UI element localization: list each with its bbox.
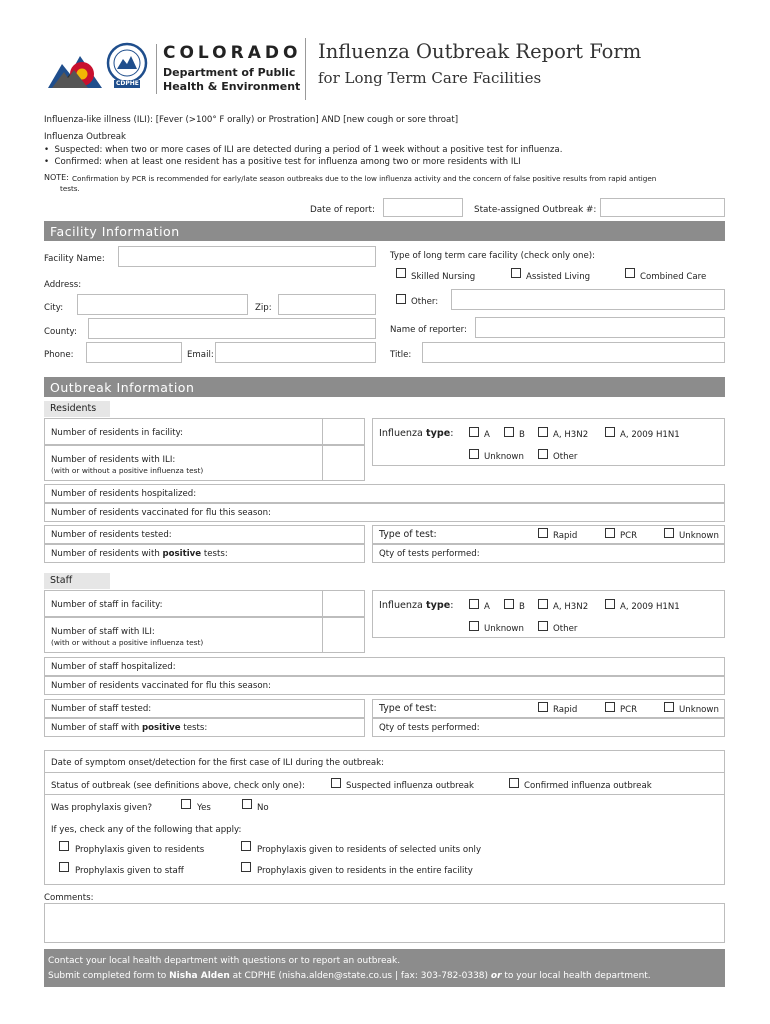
title-label: Title:: [390, 350, 412, 360]
residents-flu-type-box: [372, 418, 725, 466]
residents-positive-label: Number of residents with positive tests:: [51, 549, 228, 559]
staff-ili-field[interactable]: [323, 618, 365, 652]
residents-hospitalized-label: Number of residents hospitalized:: [51, 489, 197, 499]
city-label: City:: [44, 303, 64, 313]
staff-checkbox-a[interactable]: [469, 599, 479, 609]
prophylaxis-yes-label: Yes: [197, 803, 211, 813]
residents-checkbox-h1n1[interactable]: [605, 427, 615, 437]
residents-checkbox-pcr[interactable]: [605, 528, 615, 538]
residents-test-unknown: Unknown: [679, 531, 719, 541]
zip-field[interactable]: [278, 294, 376, 315]
residents-positive-row: [44, 544, 365, 563]
residents-checkbox-h3n2[interactable]: [538, 427, 548, 437]
staff-ili-row: [44, 617, 365, 653]
residents-qty-tests-label: Qty of tests performed:: [379, 549, 480, 559]
residents-in-facility-row: [44, 418, 365, 445]
staff-opt-b: B: [519, 602, 525, 612]
title-divider: [305, 38, 306, 100]
phone-field[interactable]: [86, 342, 182, 363]
outbreak-section-header: Outbreak Information: [44, 377, 725, 397]
skilled-nursing-label: Skilled Nursing: [411, 272, 476, 282]
prophylaxis-no-label: No: [257, 803, 269, 813]
staff-checkbox-h3n2[interactable]: [538, 599, 548, 609]
footer-line1: Contact your local health department with questions or to report an outbreak.: [48, 956, 401, 966]
staff-checkbox-test-unknown[interactable]: [664, 702, 674, 712]
suspected-outbreak-label: Suspected influenza outbreak: [346, 781, 475, 791]
staff-test-pcr: PCR: [620, 705, 638, 715]
facility-section-header: Facility Information: [44, 221, 725, 241]
residents-test-rapid: Rapid: [553, 531, 578, 541]
residents-in-facility-label: Number of residents in facility:: [51, 428, 184, 438]
staff-vaccinated-row: [44, 676, 725, 695]
staff-flu-type-box: [372, 590, 725, 638]
staff-ili-label: Number of staff with ILI:: [51, 627, 155, 637]
residents-tab: Residents: [44, 401, 110, 417]
staff-checkbox-pcr[interactable]: [605, 702, 615, 712]
email-label: Email:: [187, 350, 214, 360]
checkbox-suspected-outbreak[interactable]: [331, 778, 341, 788]
checkbox-assisted-living[interactable]: [511, 268, 521, 278]
residents-checkbox-other[interactable]: [538, 449, 548, 459]
checkbox-prophylaxis-units[interactable]: [241, 841, 251, 851]
staff-hospitalized-label: Number of staff hospitalized:: [51, 662, 176, 672]
staff-opt-h1n1: A, 2009 H1N1: [620, 602, 680, 612]
checkbox-skilled-nursing[interactable]: [396, 268, 406, 278]
residents-checkbox-b[interactable]: [504, 427, 514, 437]
ili-definition: Influenza-like illness (ILI): [Fever (>100° F orally) or Prostration] AND [new cough or sore throat]: [44, 115, 459, 125]
facility-name-label: Facility Name:: [44, 254, 105, 264]
staff-checkbox-h1n1[interactable]: [605, 599, 615, 609]
staff-qty-tests-label: Qty of tests performed:: [379, 723, 480, 733]
phone-label: Phone:: [44, 350, 74, 360]
outbreak-status-block: [44, 750, 725, 885]
checkbox-prophylaxis-no[interactable]: [242, 799, 252, 809]
residents-ili-label: Number of residents with ILI:: [51, 455, 176, 465]
checkbox-prophylaxis-staff[interactable]: [59, 862, 69, 872]
dept-line1: Department of Public: [163, 66, 296, 79]
note-text-2: tests.: [60, 184, 80, 193]
staff-test-rapid: Rapid: [553, 705, 578, 715]
residents-flu-type-label: Influenza type:: [379, 428, 454, 439]
staff-test-type-row: [372, 699, 725, 718]
combined-care-label: Combined Care: [640, 272, 707, 282]
residents-checkbox-unknown[interactable]: [469, 449, 479, 459]
outbreak-heading: Influenza Outbreak: [44, 132, 126, 142]
staff-in-facility-row: [44, 590, 365, 617]
note-label: NOTE:: [44, 173, 69, 182]
staff-checkbox-rapid[interactable]: [538, 702, 548, 712]
dept-line2: Health & Environment: [163, 80, 301, 93]
residents-opt-unknown: Unknown: [484, 452, 524, 462]
staff-checkbox-unknown[interactable]: [469, 621, 479, 631]
staff-tab: Staff: [44, 573, 110, 589]
page-title: Influenza Outbreak Report Form: [318, 40, 642, 63]
staff-opt-unknown: Unknown: [484, 624, 524, 634]
residents-checkbox-a[interactable]: [469, 427, 479, 437]
date-report-field[interactable]: [383, 198, 463, 217]
staff-opt-h3n2: A, H3N2: [553, 602, 589, 612]
staff-test-unknown: Unknown: [679, 705, 719, 715]
reporter-label: Name of reporter:: [390, 325, 467, 335]
city-field[interactable]: [77, 294, 248, 315]
checkbox-prophylaxis-entire[interactable]: [241, 862, 251, 872]
checkbox-confirmed-outbreak[interactable]: [509, 778, 519, 788]
staff-test-type-label: Type of test:: [379, 703, 437, 714]
checkbox-prophylaxis-yes[interactable]: [181, 799, 191, 809]
staff-checkbox-b[interactable]: [504, 599, 514, 609]
prophylaxis-units-label: Prophylaxis given to residents of selected units only: [257, 845, 482, 855]
staff-opt-other: Other: [553, 624, 578, 634]
checkbox-combined-care[interactable]: [625, 268, 635, 278]
residents-checkbox-rapid[interactable]: [538, 528, 548, 538]
prophylaxis-residents-label: Prophylaxis given to residents: [75, 845, 205, 855]
staff-ili-sublabel: (with or without a positive influenza test): [51, 638, 204, 647]
status-label: Status of outbreak (see definitions above, check only one):: [51, 781, 305, 791]
residents-opt-a: A: [484, 430, 490, 440]
footer-contact: [44, 949, 725, 987]
seal-label: CDPHE: [116, 80, 139, 87]
county-field[interactable]: [88, 318, 376, 339]
cdphe-seal: [104, 42, 150, 88]
outbreak-number-label: State-assigned Outbreak #:: [474, 205, 597, 215]
email-field[interactable]: [215, 342, 376, 363]
residents-opt-h3n2: A, H3N2: [553, 430, 589, 440]
residents-opt-h1n1: A, 2009 H1N1: [620, 430, 680, 440]
facility-type-label: Type of long term care facility (check only one):: [390, 251, 596, 261]
footer-line2: Submit completed form to Nisha Alden at CDPHE (nisha.alden@state.co.us | fax: 303-782-0338) or to your local health department.: [48, 971, 651, 981]
prophylaxis-question: Was prophylaxis given?: [51, 803, 153, 813]
title-field[interactable]: [422, 342, 725, 363]
zip-label: Zip:: [255, 303, 272, 313]
note-text-1: Confirmation by PCR is recommended for early/late season outbreaks due to the low influenza activity and the concern of false positive results from rapid antigen: [72, 174, 657, 183]
onset-row: [45, 751, 724, 773]
residents-ili-field[interactable]: [323, 446, 365, 480]
onset-label: Date of symptom onset/detection for the first case of ILI during the outbreak:: [51, 758, 385, 768]
staff-checkbox-other[interactable]: [538, 621, 548, 631]
residents-opt-b: B: [519, 430, 525, 440]
other-facility-label: Other:: [411, 297, 439, 307]
confirmed-definition: • Confirmed: when at least one resident has a positive test for influenza among two or more residents with ILI: [44, 157, 521, 167]
staff-qty-tests-row: [372, 718, 725, 737]
if-yes-label: If yes, check any of the following that apply:: [51, 825, 242, 835]
org-name: COLORADO: [163, 43, 302, 63]
residents-tested-row: [44, 525, 365, 544]
residents-vaccinated-row: [44, 503, 725, 522]
outbreak-number-field[interactable]: [600, 198, 725, 217]
comments-label: Comments:: [44, 893, 94, 903]
staff-positive-row: [44, 718, 365, 737]
staff-in-facility-field[interactable]: [323, 591, 365, 616]
address-label: Address:: [44, 280, 82, 290]
comments-field[interactable]: [44, 903, 725, 943]
staff-tested-label: Number of staff tested:: [51, 704, 152, 714]
residents-test-pcr: PCR: [620, 531, 638, 541]
staff-positive-label: Number of staff with positive tests:: [51, 723, 208, 733]
logo-divider: [156, 44, 157, 94]
staff-vaccinated-label: Number of residents vaccinated for flu this season:: [51, 681, 271, 691]
residents-checkbox-test-unknown[interactable]: [664, 528, 674, 538]
reporter-field[interactable]: [475, 317, 725, 338]
residents-test-type-label: Type of test:: [379, 529, 437, 540]
date-report-label: Date of report:: [310, 205, 375, 215]
page-subtitle: for Long Term Care Facilities: [318, 69, 542, 87]
other-facility-field[interactable]: [451, 289, 725, 310]
residents-vaccinated-label: Number of residents vaccinated for flu this season:: [51, 508, 271, 518]
staff-hospitalized-row: [44, 657, 725, 676]
residents-ili-sublabel: (with or without a positive influenza test): [51, 466, 204, 475]
county-label: County:: [44, 327, 77, 337]
prophylaxis-entire-label: Prophylaxis given to residents in the entire facility: [257, 866, 473, 876]
residents-hospitalized-row: [44, 484, 725, 503]
staff-tested-row: [44, 699, 365, 718]
facility-name-field[interactable]: [118, 246, 376, 267]
staff-opt-a: A: [484, 602, 490, 612]
staff-in-facility-label: Number of staff in facility:: [51, 600, 163, 610]
checkbox-prophylaxis-residents[interactable]: [59, 841, 69, 851]
status-row: [45, 773, 724, 795]
staff-flu-type-label: Influenza type:: [379, 600, 454, 611]
colorado-logo: [44, 42, 106, 92]
prophylaxis-staff-label: Prophylaxis given to staff: [75, 866, 184, 876]
suspected-definition: • Suspected: when two or more cases of ILI are detected during a period of 1 week without a positive test for influenza.: [44, 145, 563, 155]
confirmed-outbreak-label: Confirmed influenza outbreak: [524, 781, 652, 791]
residents-qty-tests-row: [372, 544, 725, 563]
residents-opt-other: Other: [553, 452, 578, 462]
residents-tested-label: Number of residents tested:: [51, 530, 172, 540]
checkbox-other-facility[interactable]: [396, 294, 406, 304]
residents-in-facility-field[interactable]: [323, 419, 365, 444]
residents-test-type-row: [372, 525, 725, 544]
residents-ili-row: [44, 445, 365, 481]
assisted-living-label: Assisted Living: [526, 272, 591, 282]
